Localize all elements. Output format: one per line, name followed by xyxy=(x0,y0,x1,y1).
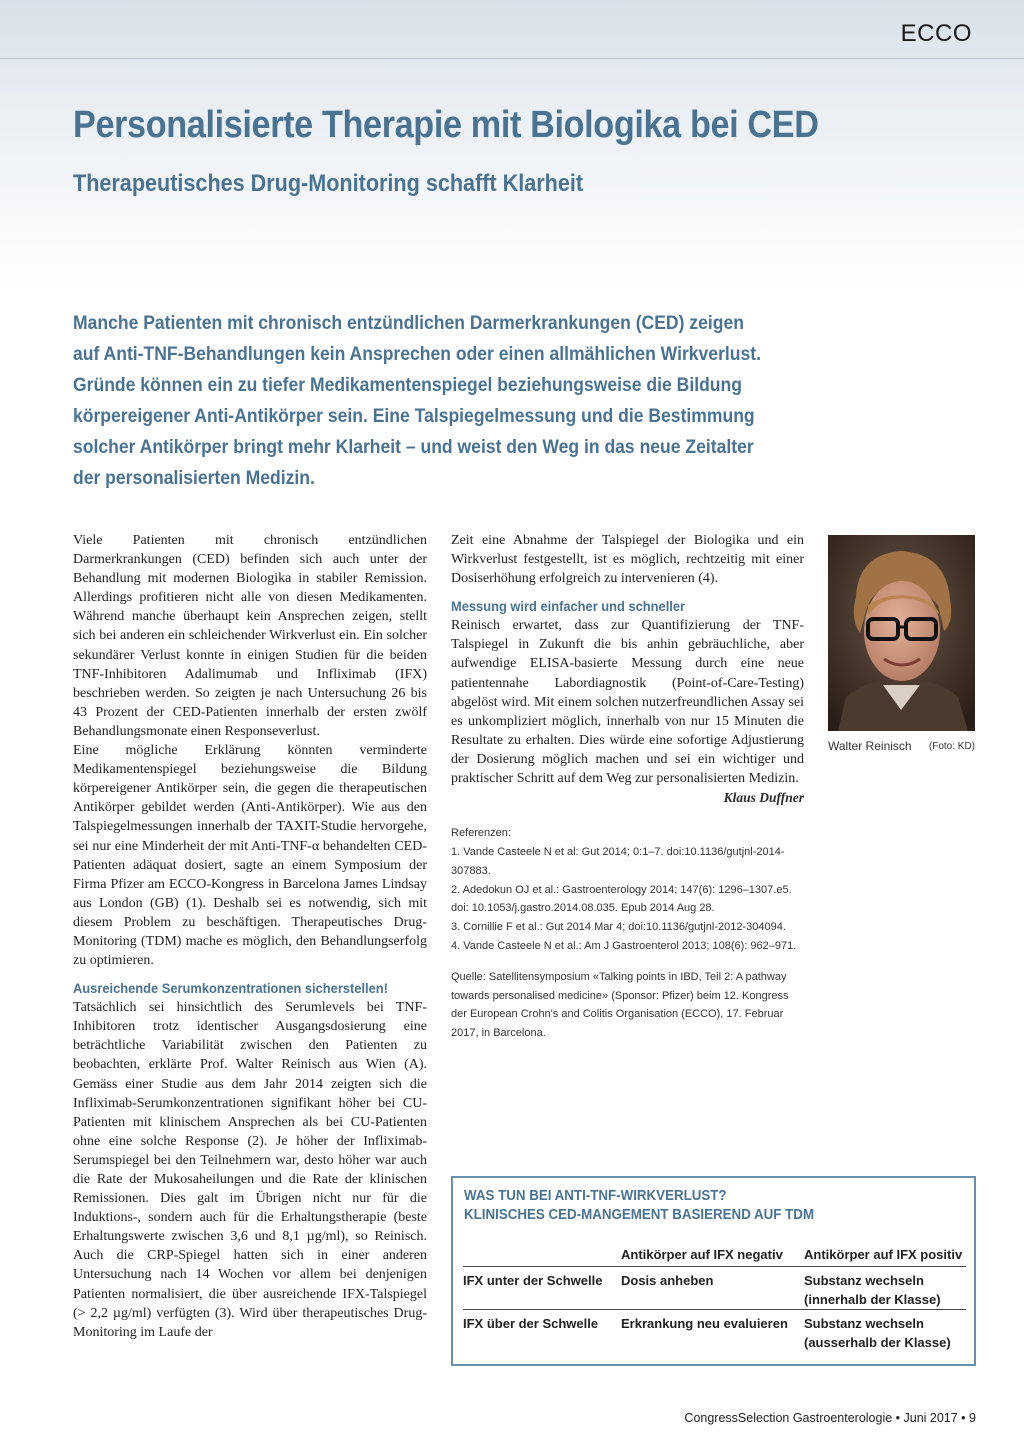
references xyxy=(451,824,804,956)
info-box-title-line: WAS TUN BEI ANTI-TNF-WIRKVERLUST? xyxy=(464,1188,727,1204)
table-header-row xyxy=(463,1243,966,1267)
body-paragraph: Tatsächlich sei hinsichtlich des Serumlevels bei TNF-Inhibitoren trotz identischer Ausgangsdosierung eine beträchtliche Variabilität zwischen den Patienten zu beobachten, erklärte Prof. Walter Reinisch aus Wien (A). Gemäss einer Studie aus dem Jahr 2014 zeigten sich die Infliximab-Serumkonzentrationen signifikant höher bei CU-Patienten mit klinischem Ansprechen als bei CU-Patienten ohne eine solche Response (2). Je höher der Infliximab-Serumspiegel bei den Teilnehmern war, desto höher war auch die Rate der Mukosaheilungen und die Rate der klinischen Remissionen. Dies galt im Übrigen nicht nur für die Induktions-, sondern auch für die Erhaltungstherapie (beste Erhaltungswerte zwischen 3,6 und 8,1 µg/ml), so Reinisch. Auch die CRP-Spiegel hatten sich in einer anderen Untersuchung nach 14 Wochen vor allem bei denjenigen Patienten normalisiert, die über ausreichende IFX-Talspiegel (> 2,2 µg/ml) verfügten (3). Wird über therapeutisches Drug-Monitoring im Laufe der xyxy=(73,1000,427,1340)
info-box-title xyxy=(464,1187,942,1225)
section-heading: Ausreichende Serumkonzentrationen sicherstellen! xyxy=(73,980,388,997)
body-paragraph: Zeit eine Abnahme der Talspiegel der Biologika und ein Wirkverlust festgestellt, ist es möglich, rechtzeitig mit einer Dosiserhöhung erfolgreich zu intervenieren (4). xyxy=(451,533,804,587)
photo-caption: Walter Reinisch xyxy=(828,739,912,753)
table-row xyxy=(463,1267,966,1310)
body-paragraph: Viele Patienten mit chronisch entzündlichen Darmerkrankungen (CED) befinden sich auch unter der Behandlung mit modernen Biologika in stabiler Remission. Allerdings profitieren nicht alle von diesen Medikamenten. Während manche überhaupt kein Ansprechen zeigen, stellt sich bei anderen ein schleichender Wirkverlust ein. Ein solcher sekundärer Verlust konnte in einigen Studien für die beiden TNF-Inhibitoren Adalimumab und Infliximab (IFX) beschrieben werden. So zeigten je nach Untersuchung 26 bis 43 Prozent der CED-Patienten innerhalb der ersten zwölf Behandlungsmonate einen Responseverlust. xyxy=(73,533,427,739)
portrait-photo xyxy=(828,535,975,731)
photo-credit: (Foto: KD) xyxy=(928,741,975,752)
author-name: Klaus Duffner xyxy=(723,790,804,806)
header-rule xyxy=(0,58,1024,59)
portrait-image xyxy=(828,535,975,731)
section-heading: Messung wird einfacher und schneller xyxy=(451,598,686,615)
table-header-cell: Antikörper auf IFX negativ xyxy=(621,1247,783,1262)
reference-item: 2. Adedokun OJ et al.: Gastroenterology 2014; 147(6): 1296–1307.e5. doi: 10.1053/j.gastro.2014.08.035. Epub 2014 Aug 28. xyxy=(451,883,792,915)
table-cell: Substanz wechseln (ausserhalb der Klasse) xyxy=(804,1316,951,1350)
article-column-1 xyxy=(73,531,427,1342)
source-note: Quelle: Satellitensymposium «Talking points in IBD, Teil 2: A pathway towards personalised medicine» (Sponsor: Pfizer) beim 12. Kongress der European Crohn's and Colitis Organisation (ECCO), 17. Februar 2017, in Barcelona. xyxy=(451,970,789,1040)
article-column-2 xyxy=(451,531,804,1043)
table-header-cell: Antikörper auf IFX positiv xyxy=(804,1247,963,1262)
table-row xyxy=(463,1310,966,1352)
reference-item: 1. Vande Casteele N et al: Gut 2014; 0:1–7. doi:10.1136/gutjnl-2014-307883. xyxy=(451,845,785,877)
reference-item: 3. Cornillie F et al.: Gut 2014 Mar 4; doi:10.1136/gutjnl-2012-304094. xyxy=(451,921,786,934)
page-subtitle: Therapeutisches Drug-Monitoring schafft Klarheit xyxy=(73,170,584,197)
table-cell: IFX unter der Schwelle xyxy=(463,1273,603,1288)
info-box xyxy=(451,1176,976,1366)
table-header-cell xyxy=(463,1243,621,1266)
management-table xyxy=(463,1243,966,1352)
page-title: Personalisierte Therapie mit Biologika bei CED xyxy=(73,104,819,146)
lead-paragraph: Manche Patienten mit chronisch entzündlichen Darmerkrankungen (CED) zeigen auf Anti-TNF-Behandlungen kein Ansprechen oder einen allmählichen Wirkverlust. Gründe können ein zu tiefer Medikamentenspiegel beziehungsweise die Bildung körpereigener Anti-Antikörper sein. Eine Talspiegelmessung und die Bestimmung solcher Antikörper bringt mehr Klarheit – und weist den Weg in das neue Zeitalter der personalisierten Medizin. xyxy=(73,312,761,489)
table-cell: Substanz wechseln (innerhalb der Klasse) xyxy=(804,1273,941,1307)
table-cell: Erkrankung neu evaluieren xyxy=(621,1316,788,1331)
table-cell: IFX über der Schwelle xyxy=(463,1316,599,1331)
table-cell: Dosis anheben xyxy=(621,1273,714,1288)
reference-item: 4. Vande Casteele N et al.: Am J Gastroenterol 2013; 108(6): 962–971. xyxy=(451,939,797,952)
body-paragraph: Reinisch erwartet, dass zur Quantifizierung der TNF-Talspiegel in Zukunft die bis anhin gebräuchliche, aber aufwendige ELISA-basierte Messung durch eine neue patientennahe Labordiagnostik (Point-of-Care-Testing) abgelöst wird. Mit einem solchen nutzerfreundlichen Assay sei es unkompliziert möglich, innerhalb von nur 15 Minuten die Resultate zu erhalten. Dies würde eine sofortige Adjustierung der Dosierung möglich machen und sei ein wichtiger und praktischer Schritt auf dem Weg zur personalisierten Medizin. xyxy=(451,618,804,787)
references-label: Referenzen: xyxy=(451,827,511,840)
info-box-title-line: KLINISCHES CED-MANGEMENT BASIEREND AUF TDM xyxy=(464,1207,815,1223)
section-label: ECCO xyxy=(900,20,972,47)
page-footer: CongressSelection Gastroenterologie • Juni 2017 • 9 xyxy=(684,1411,976,1425)
body-paragraph: Eine mögliche Erklärung könnten verminderte Medikamentenspiegel beziehungsweise die Bildung körpereigener Antikörper sein, die gegen die therapeutischen Antikörper gebildet werden (Anti-Antikörper). Wie aus den Talspiegelmessungen innerhalb der TAXIT-Studie hervorgehe, sei nur eine Minderheit der mit Anti-TNF-α behandelten CED-Patienten adäquat dosiert, sagte an einem Symposium der Firma Pfizer am ECCO-Kongress in Barcelona James Lindsay aus London (GB) (1). Deshalb sei es notwendig, sich mit diesem Problem zu beschäftigen. Therapeutisches Drug-Monitoring (TDM) mache es möglich, den Behandlungserfolg zu optimieren. xyxy=(73,743,427,969)
